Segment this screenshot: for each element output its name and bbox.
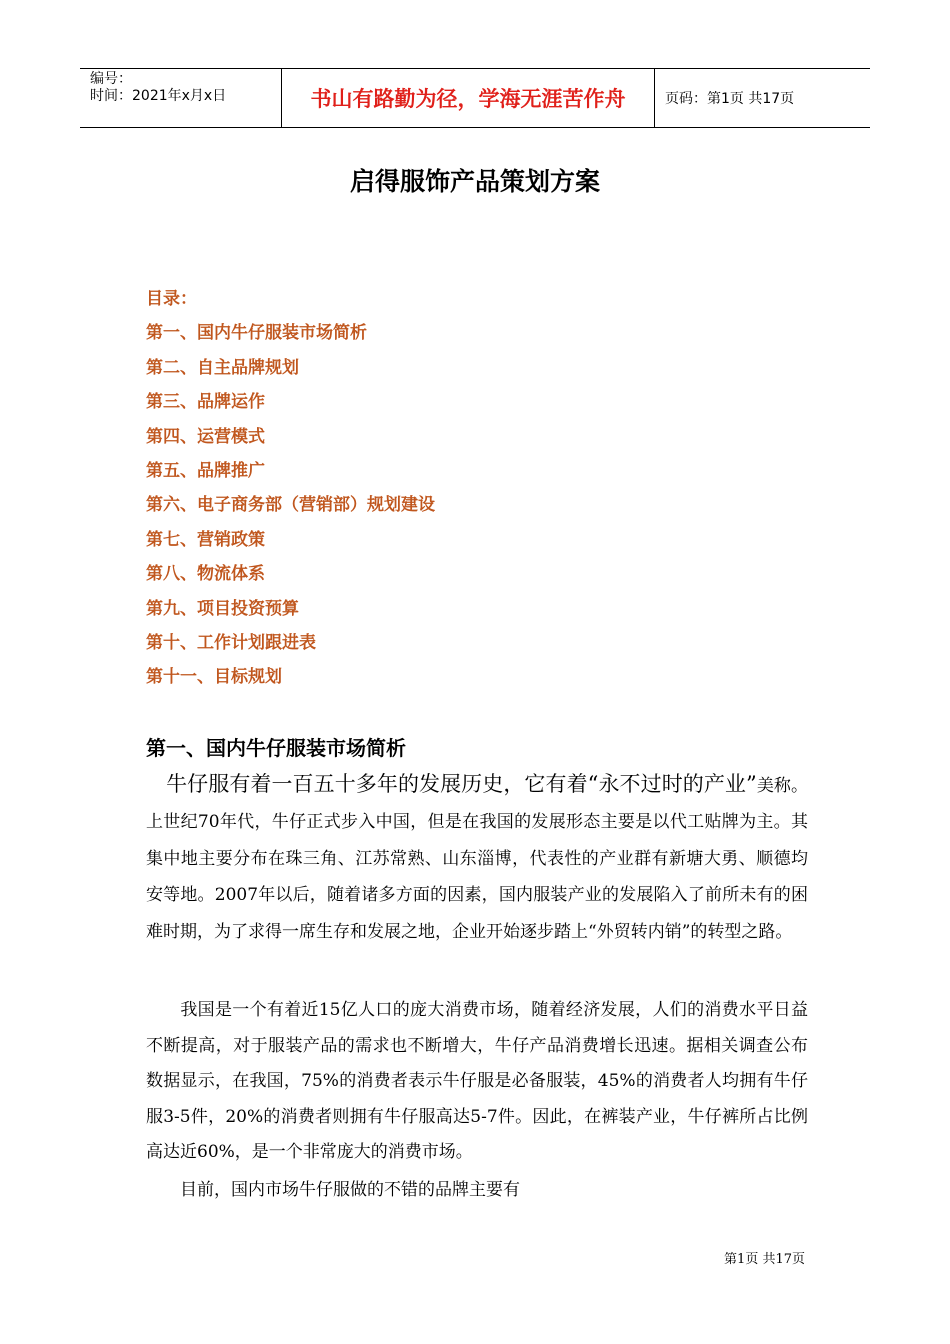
toc-item[interactable]: 第五、品牌推广 xyxy=(146,460,265,481)
toc-heading: 目录： xyxy=(146,289,197,309)
page-footer: 第1页 共17页 xyxy=(724,1252,805,1267)
toc-item[interactable]: 第十一、目标规划 xyxy=(146,667,282,688)
toc-item[interactable]: 第三、品牌运作 xyxy=(146,392,265,413)
header-meta xyxy=(80,69,282,127)
toc-item[interactable]: 第十、工作计划跟进表 xyxy=(146,632,316,653)
paragraph-text: 我国是一个有着近15亿人口的庞大消费市场，随着经济发展，人们的消费水平日益不断提高，对于服装产品的需求也不断增大，牛仔产品消费增长迅速。据相关调查公布数据显示，在我国，75%的消费者表示牛仔服是必备服装，45%的消费者人均拥有牛仔服3-5件，20%的消费者则拥有牛仔服高达5-7件。因此，在裤装产业，牛仔裤所占比例高达近60%，是一个非常庞大的消费市场。 xyxy=(146,1000,808,1162)
document-title: 启得服饰产品策划方案 xyxy=(349,167,600,196)
body-paragraph xyxy=(146,766,808,950)
toc-item[interactable]: 第二、自主品牌规划 xyxy=(146,357,299,378)
body-paragraph xyxy=(146,1172,808,1208)
paragraph-text: 目前，国内市场牛仔服做的不错的品牌主要有 xyxy=(180,1180,520,1200)
section-heading: 第一、国内牛仔服装市场简析 xyxy=(146,736,406,760)
header-motto: 书山有路勤为径，学海无涯苦作舟 xyxy=(282,69,655,127)
body-paragraph xyxy=(146,993,808,1171)
document-time-label: 时间：2021年x月x日 xyxy=(90,88,227,104)
table-of-contents xyxy=(146,287,435,700)
toc-item[interactable]: 第六、电子商务部（营销部）规划建设 xyxy=(146,495,435,516)
toc-item[interactable]: 第八、物流体系 xyxy=(146,564,265,585)
document-header xyxy=(80,68,870,128)
document-number-label: 编号： xyxy=(90,71,132,87)
toc-item[interactable]: 第七、营销政策 xyxy=(146,529,265,550)
toc-item[interactable]: 第一、国内牛仔服装市场简析 xyxy=(146,323,367,344)
paragraph-text: 美称。上世纪70年代，牛仔正式步入中国，但是在我国的发展形态主要是以代工贴牌为主。其集中地主要分布在珠三角、江苏常熟、山东淄博，代表性的产业群有新塘大勇、顺德均安等地。2007年以后，随着诸多方面的因素，国内服装产业的发展陷入了前所未有的困难时期，为了求得一席生存和发展之地，企业开始逐步踏上“外贸转内销”的转型之路。 xyxy=(146,776,808,942)
toc-item[interactable]: 第四、运营模式 xyxy=(146,426,265,447)
paragraph-lead: 牛仔服有着一百五十多年的发展历史，它有着“永不过时的产业” xyxy=(166,772,757,796)
toc-item[interactable]: 第九、项目投资预算 xyxy=(146,598,299,619)
header-page-label: 页码：第1页 共17页 xyxy=(665,91,795,107)
